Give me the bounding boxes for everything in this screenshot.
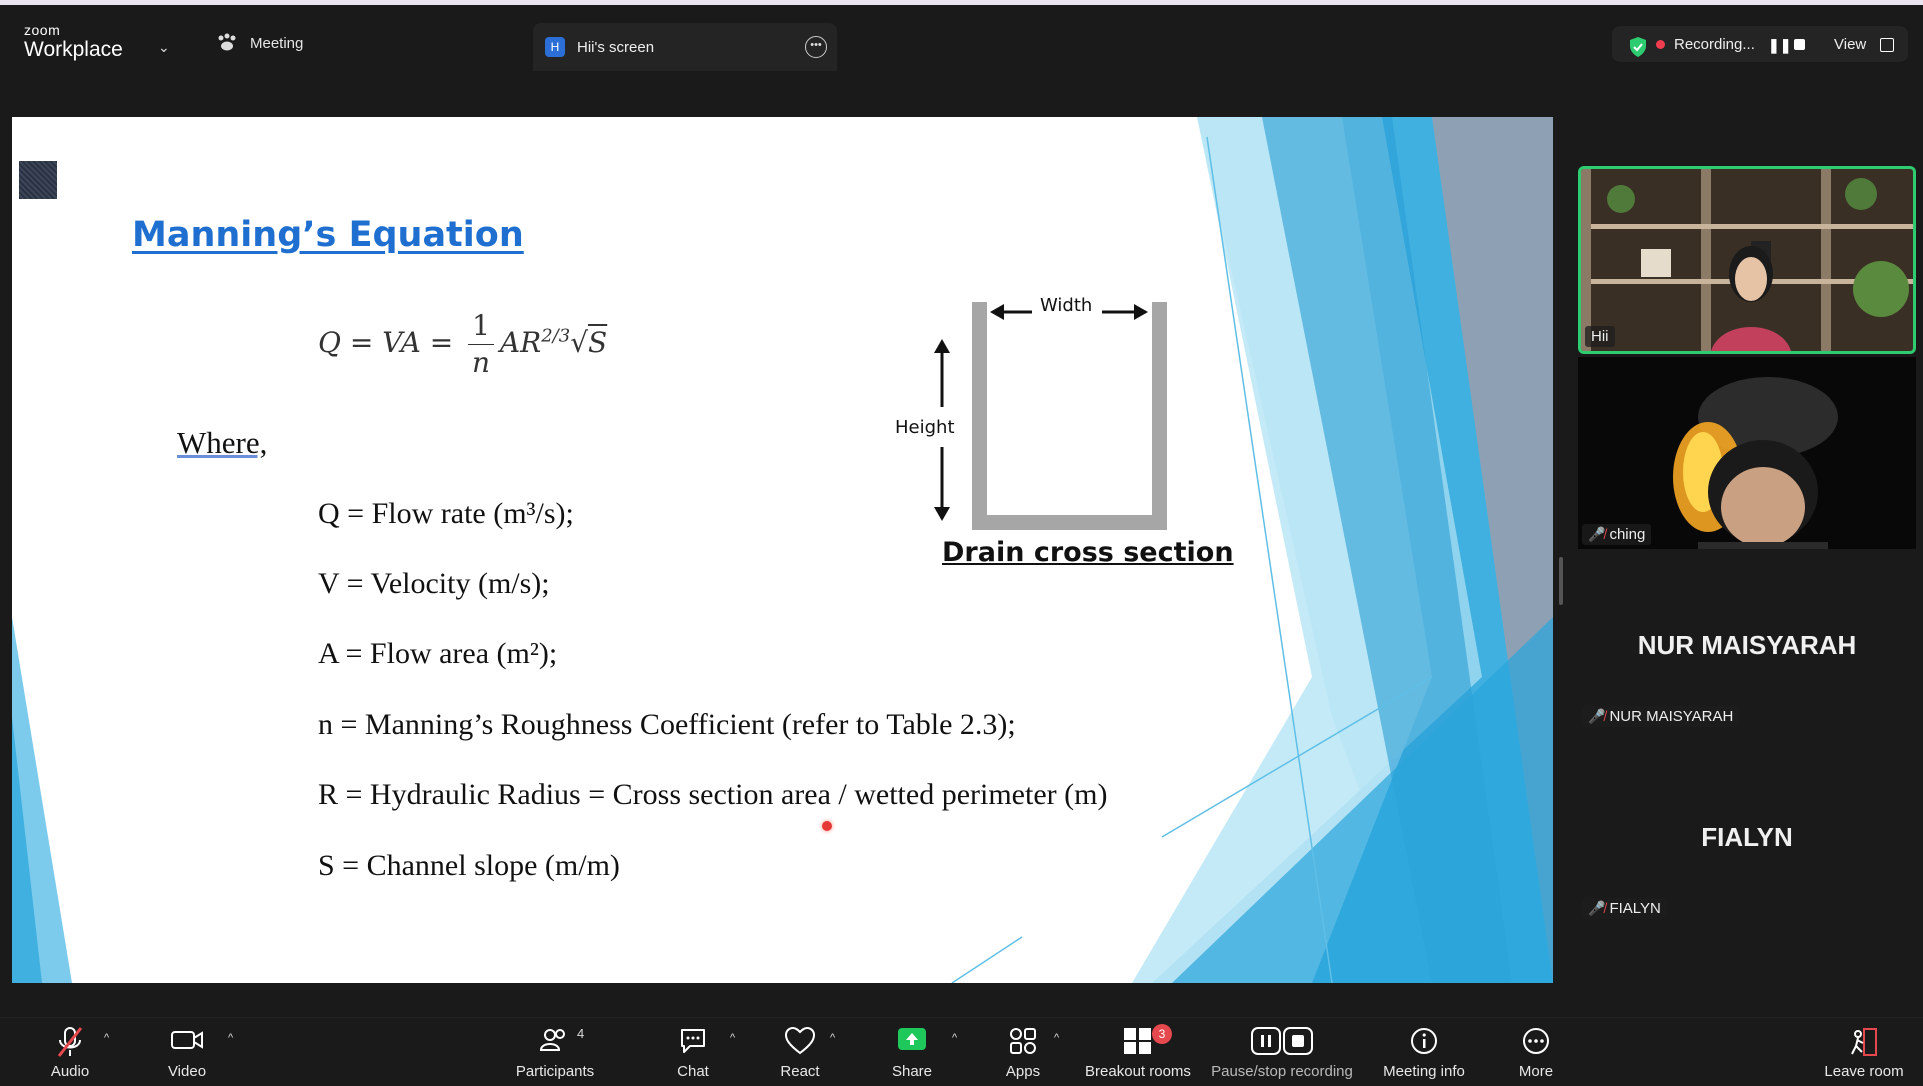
- more-icon: [1521, 1026, 1551, 1056]
- shield-check-icon[interactable]: [1628, 36, 1648, 58]
- share-screen-icon: [896, 1026, 928, 1054]
- heart-icon: [784, 1026, 816, 1056]
- participant-name-nur-maisyarah: 🎤̸ NUR MAISYARAH: [1582, 706, 1739, 727]
- breakout-badge: 3: [1152, 1024, 1172, 1044]
- shared-slide: [12, 117, 1553, 983]
- recording-dot-icon: [1656, 40, 1665, 49]
- video-options-caret-icon[interactable]: ^: [228, 1032, 234, 1044]
- video-feed-ching: [1578, 357, 1916, 549]
- chat-button[interactable]: [663, 1018, 723, 1086]
- participant-tile-fialyn[interactable]: [1578, 752, 1916, 932]
- diagram-caption: Drain cross section: [942, 537, 1234, 568]
- brand-large: Workplace: [24, 38, 123, 61]
- chat-options-caret-icon[interactable]: ^: [730, 1032, 736, 1044]
- breakout-rooms-icon: [1122, 1026, 1154, 1056]
- tab-shared-screen[interactable]: [533, 23, 837, 71]
- video-button[interactable]: [152, 1018, 222, 1086]
- info-icon: [1409, 1026, 1439, 1056]
- share-button[interactable]: [880, 1018, 944, 1086]
- zoom-workplace-logo[interactable]: [24, 23, 123, 60]
- apps-label: Apps: [1005, 1063, 1041, 1080]
- audio-label: Audio: [50, 1063, 90, 1080]
- tab-meeting-label: Meeting: [250, 34, 304, 52]
- participant-name-ching: 🎤̸ ching: [1582, 524, 1651, 545]
- definition-q: Q = Flow rate (m³/s);: [318, 497, 574, 530]
- participant-bigname: NUR MAISYARAH: [1637, 630, 1857, 660]
- view-button[interactable]: View: [1834, 36, 1867, 53]
- more-options-icon[interactable]: •••: [805, 36, 827, 58]
- meeting-toolbar: [0, 1017, 1923, 1086]
- more-button[interactable]: [1508, 1018, 1564, 1086]
- apps-options-caret-icon[interactable]: ^: [1054, 1032, 1060, 1044]
- apps-button[interactable]: [992, 1018, 1054, 1086]
- recording-status: Recording...: [1674, 36, 1755, 53]
- microphone-muted-icon: [55, 1026, 85, 1058]
- video-camera-icon: [170, 1026, 204, 1054]
- audio-button[interactable]: [34, 1018, 106, 1086]
- pause-recording-icon[interactable]: ❚❚: [1768, 37, 1792, 53]
- apps-icon: [1008, 1026, 1038, 1056]
- participants-button[interactable]: [505, 1018, 605, 1086]
- video-feed-hii: [1581, 169, 1913, 351]
- definition-s: S = Channel slope (m/m): [318, 849, 620, 882]
- pause-stop-icon: [1250, 1026, 1314, 1056]
- leave-door-icon: [1848, 1026, 1880, 1058]
- breakout-label: Breakout rooms: [1085, 1063, 1191, 1080]
- recording-status-pill: [1612, 26, 1908, 62]
- chat-label: Chat: [677, 1063, 709, 1080]
- chevron-down-icon[interactable]: ⌄: [158, 39, 170, 55]
- definition-n: n = Manning’s Roughness Coefficient (refer to Table 2.3);: [318, 708, 1016, 741]
- brand-small: zoom: [24, 22, 61, 38]
- chat-bubble-icon: [678, 1026, 708, 1056]
- mic-off-icon: 🎤̸: [1588, 526, 1606, 542]
- participant-tile-nur-maisyarah[interactable]: [1578, 560, 1916, 740]
- where-label: Where,: [177, 425, 268, 460]
- mic-off-icon: 🎤̸: [1588, 708, 1606, 724]
- participant-tile-ching[interactable]: [1578, 357, 1916, 549]
- panel-resize-handle[interactable]: [1559, 557, 1563, 605]
- react-label: React: [780, 1063, 820, 1080]
- view-layout-icon[interactable]: [1880, 38, 1894, 52]
- share-label: Share: [891, 1063, 933, 1080]
- pause-stop-recording-button[interactable]: [1204, 1018, 1360, 1086]
- tab-shared-screen-label: Hii's screen: [577, 39, 655, 56]
- react-button[interactable]: [770, 1018, 830, 1086]
- audio-options-caret-icon[interactable]: ^: [104, 1032, 110, 1044]
- participant-name-hii: Hii: [1585, 326, 1615, 347]
- meeting-info-label: Meeting info: [1383, 1063, 1465, 1080]
- share-options-caret-icon[interactable]: ^: [952, 1032, 958, 1044]
- slide-title: Manning’s Equation: [132, 215, 524, 255]
- definition-v: V = Velocity (m/s);: [318, 567, 550, 600]
- more-label: More: [1518, 1063, 1554, 1080]
- video-label: Video: [167, 1063, 207, 1080]
- top-bar: [0, 5, 1923, 71]
- meeting-info-button[interactable]: [1376, 1018, 1472, 1086]
- drain-diagram: [12, 117, 1553, 983]
- definition-a: A = Flow area (m²);: [318, 637, 558, 670]
- leave-room-label: Leave room: [1824, 1063, 1904, 1080]
- participants-label: Participants: [515, 1063, 595, 1080]
- sharer-avatar: H: [545, 37, 565, 57]
- stop-recording-icon[interactable]: [1794, 39, 1805, 50]
- paw-icon: [216, 33, 238, 53]
- participant-tile-hii[interactable]: [1578, 166, 1916, 354]
- react-options-caret-icon[interactable]: ^: [830, 1032, 836, 1044]
- breakout-rooms-button[interactable]: [1080, 1018, 1196, 1086]
- width-label: Width: [1040, 295, 1093, 316]
- laser-pointer: [822, 821, 832, 831]
- leave-room-button[interactable]: [1818, 1018, 1910, 1086]
- mic-off-icon: 🎤̸: [1588, 900, 1606, 916]
- height-label: Height: [895, 417, 955, 438]
- participant-name-fialyn: 🎤̸ FIALYN: [1582, 898, 1667, 919]
- manning-equation: Q = VA = $\frac{1}{n}$ $AR^{2/3}√S$: [318, 309, 608, 379]
- participants-count: 4: [577, 1026, 585, 1041]
- definition-r: R = Hydraulic Radius = Cross section area / wetted perimeter (m): [318, 778, 1108, 811]
- participant-bigname: FIALYN: [1701, 822, 1793, 852]
- participants-icon: [538, 1026, 572, 1054]
- tab-meeting[interactable]: [216, 33, 303, 53]
- pause-stop-label: Pause/stop recording: [1211, 1063, 1353, 1080]
